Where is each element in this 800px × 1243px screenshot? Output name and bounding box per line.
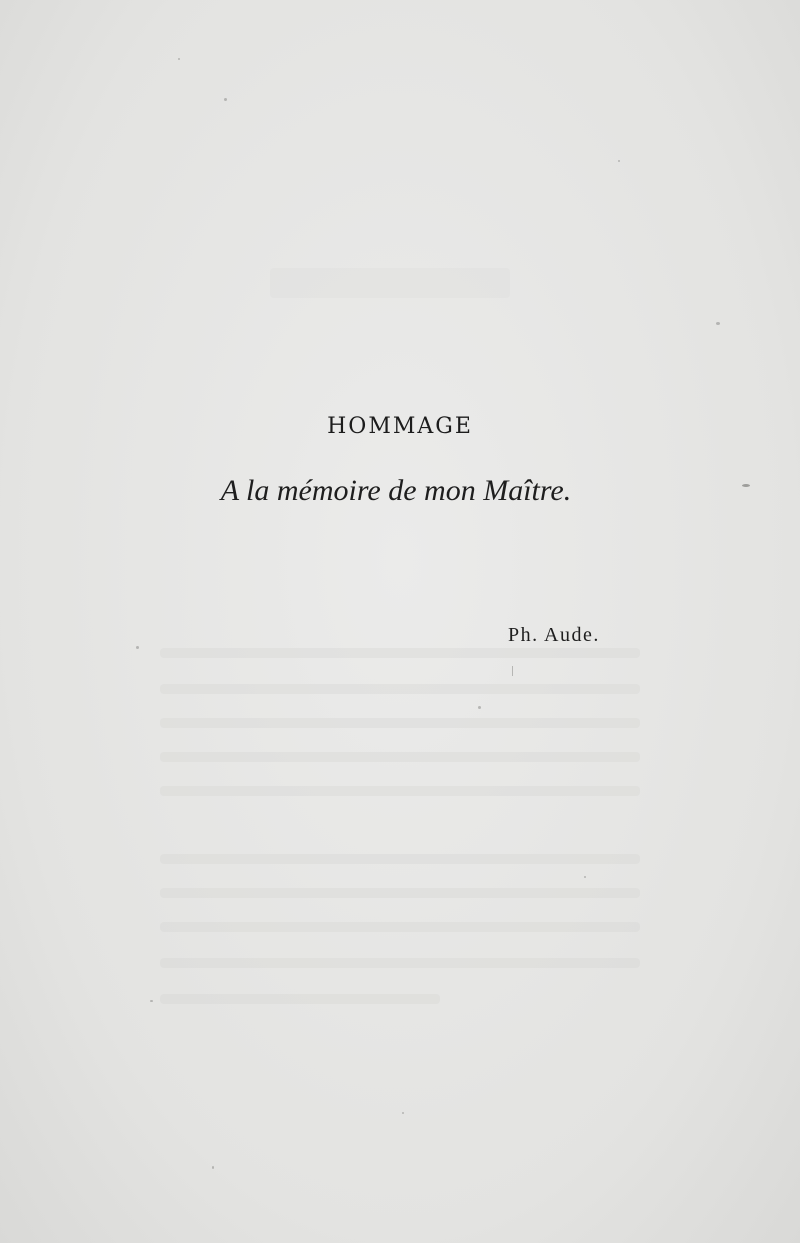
- paper-speck: [716, 322, 720, 325]
- show-through-text: [160, 994, 440, 1004]
- paper-speck: [618, 160, 620, 162]
- show-through-text: [160, 922, 640, 932]
- show-through-text: [160, 786, 640, 796]
- show-through-text: [160, 888, 640, 898]
- paper-speck: [150, 1000, 153, 1002]
- paper-speck: [402, 1112, 404, 1114]
- paper-speck: [178, 58, 180, 60]
- paper-speck: [584, 876, 586, 878]
- author-signature: Ph. Aude.: [508, 624, 600, 646]
- show-through-text: [160, 854, 640, 864]
- paper-speck: [512, 666, 513, 676]
- dedication-line: A la mémoire de mon Maître.: [220, 474, 572, 507]
- show-through-text: [160, 752, 640, 762]
- show-through-text: [160, 718, 640, 728]
- paper-speck: [212, 1166, 214, 1169]
- show-through-text: [270, 268, 510, 298]
- show-through-text: [160, 684, 640, 694]
- paper-speck: [224, 98, 227, 101]
- page-heading: HOMMAGE: [327, 414, 473, 439]
- paper-speck: [136, 646, 139, 649]
- paper-speck: [478, 706, 481, 709]
- show-through-text: [160, 958, 640, 968]
- show-through-text: [160, 648, 640, 658]
